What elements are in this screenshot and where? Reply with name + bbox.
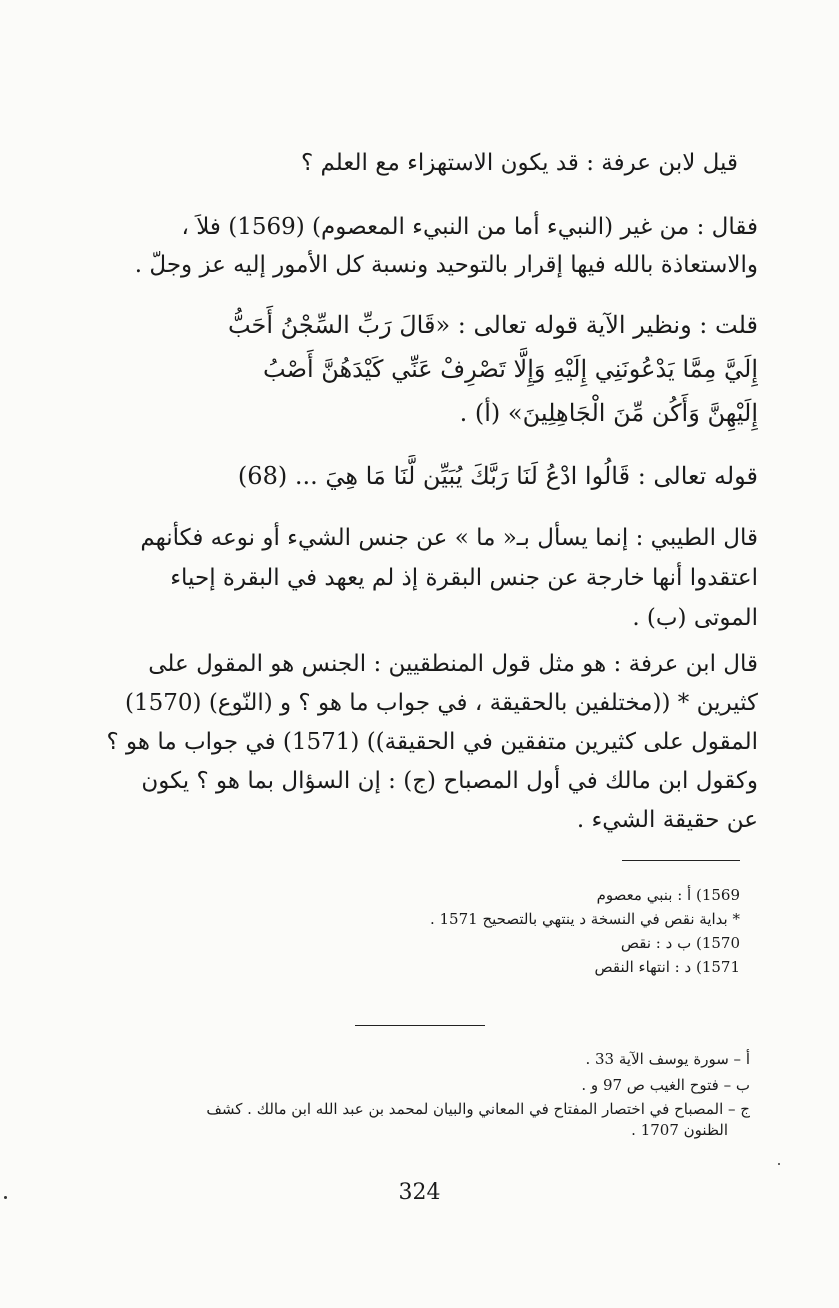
paragraph-6: [78, 645, 758, 840]
text-line: والاستعاذة بالله فيها إقرار بالتوحيد ونسبة كل الأمور إليه عز وجلّ .: [134, 252, 758, 278]
quran-line: إِلَيَّ مِمَّا يَدْعُونَنِي إِلَيْهِ وَإِلَّا تَصْرِفْ عَنِّي كَيْدَهُنَّ أَصْبُ: [263, 355, 758, 383]
text-line: وكقول ابن مالك في أول المصباح (ج) : إن السؤال بما هو ؟ يكون: [141, 768, 758, 794]
variant-footnotes: [290, 883, 740, 979]
footnote-line: 1569) أ : بنبي معصوم: [596, 886, 740, 904]
footnote-line: الظنون 1707 .: [631, 1121, 728, 1139]
text-line: كثيرين * ((مختلفين بالحقيقة ، في جواب ما هو ؟ و (النّوع) (1570): [125, 690, 758, 716]
footnote-line: ب – فتوح الغيب ص 97 و .: [581, 1076, 750, 1094]
paragraph-4: [78, 455, 758, 497]
footnote-line: * بداية نقص في النسخة د ينتهي بالتصحيح 1571 .: [429, 910, 740, 928]
scan-speck: [778, 1163, 780, 1165]
text-line: الموتى (ب) .: [632, 605, 758, 631]
quran-line: قوله تعالى : قَالُوا ادْعُ لَنَا رَبَّكَ يُبَيِّن لَّنَا مَا هِيَ ... (68): [237, 462, 758, 490]
text-line: عن حقيقة الشيء .: [576, 807, 758, 833]
text-line: قيل لابن عرفة : قد يكون الاستهزاء مع العلم ؟: [300, 150, 738, 176]
text-line: اعتقدوا أنها خارجة عن جنس البقرة إذ لم يعهد في البقرة إحياء: [170, 565, 758, 591]
paragraph-5: [78, 518, 758, 638]
quran-line: قلت : ونظير الآية قوله تعالى : «قَالَ رَبِّ السِّجْنُ أَحَبُّ: [227, 311, 758, 339]
footnote-line: 1570) ب د : نقص: [620, 934, 740, 952]
text-line: فقال : من غير (النبيء أما من النبيء المعصوم) (1569) فلاَ ،: [181, 214, 758, 240]
text-line: قال الطيبي : إنما يسأل بـ« ما » عن جنس الشيء أو نوعه فكأنهم: [140, 525, 758, 551]
footnote-line: أ – سورة يوسف الآية 33 .: [585, 1050, 750, 1068]
paragraph-1: [218, 143, 738, 183]
paragraph-3: [78, 303, 758, 435]
source-footnotes: [85, 1046, 750, 1140]
text-line: قال ابن عرفة : هو مثل قول المنطقيين : الجنس هو المقول على: [148, 651, 758, 677]
scan-speck: [4, 1196, 7, 1199]
footnote-line: 1571) د : انتهاء النقص: [594, 958, 740, 976]
text-line: المقول على كثيرين متفقين في الحقيقة)) (1571) في جواب ما هو ؟: [106, 729, 758, 755]
quran-line: إِلَيْهِنَّ وَأَكُن مِّنَ الْجَاهِلِينَ» (أ) .: [459, 399, 758, 427]
page-number: 324: [398, 1180, 441, 1205]
source-divider: [355, 1025, 485, 1026]
paragraph-2: [78, 208, 758, 284]
footnote-line: ج – المصباح في اختصار المفتاح في المعاني والبيان لمحمد بن عبد الله ابن مالك . كشف: [206, 1100, 750, 1118]
footnote-divider: [622, 860, 740, 861]
